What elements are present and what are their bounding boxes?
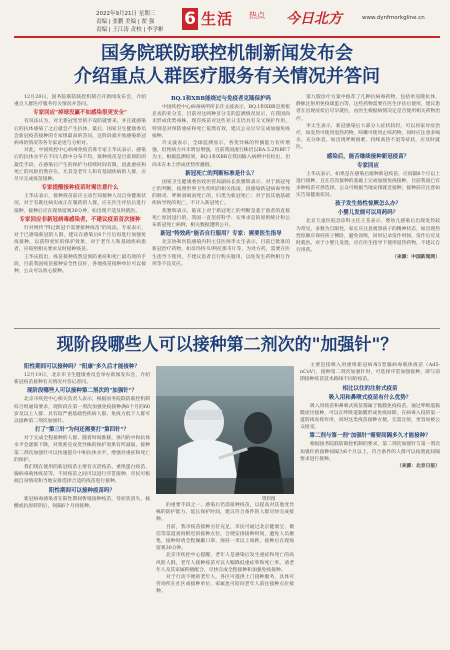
paragraph: 对于完成全程接种的人群，随着时间推移，体内的中和抗体水平会逐渐下降，对奥密克戎变异株的保护效果有所减弱，接种第二剂次加强针可以快速提升中和抗体水平，增强对重症和死亡的保护。 bbox=[14, 436, 150, 463]
section-subtitle: 热点 bbox=[249, 11, 265, 20]
article1-column-2 bbox=[152, 94, 290, 326]
paragraph: 新冠病毒感染者在阳性期间暂缓接种疫苗，待症状消失、核酸或抗原转阴后，间隔6个月再接种。 bbox=[14, 496, 150, 509]
issue-date: 2022年9月21日 星期三 bbox=[96, 11, 156, 17]
article1-subhead: BQ.1和XBB能绕过与免疫者克隆保护吗 bbox=[171, 96, 271, 102]
article1-subhead: 专家回应"掉球没赢不如感染很更安全" bbox=[33, 110, 127, 117]
paragraph: 国家卫生健康委医政医管局副局长焦雅辉表示，对于新冠死亡的判断，按照世界卫生组织的相关指南，因感染新冠病毒导致的肺炎、呼吸衰竭而死亡的，归类为新冠死亡；对于因其他基础疾病导致的死亡，不计入新冠死亡。 bbox=[152, 179, 290, 207]
article1-subhead: 孩子发生热性惊厥怎么办？ bbox=[334, 201, 401, 208]
news-photo bbox=[156, 366, 294, 494]
header-meta bbox=[96, 10, 163, 34]
paragraph: 根据国务院联防联控机制的要求，第二剂次加强针与第一剂次加强针的接种间隔为6个月以上，符合条件的人群可以按照此间隔要求进行接种。 bbox=[300, 442, 440, 462]
article1-headline-line2: 介绍重点人群医疗服务有关情况并答问 bbox=[74, 66, 380, 87]
article2-subhead: 相比以往的注射式疫苗 bbox=[342, 385, 398, 392]
article1-subhead: 专家回应非新冠病毒感染者，不建议疫苗首次接种 bbox=[19, 216, 141, 223]
article1-subhead: 新冠死亡的判断标准是什么？ bbox=[185, 170, 257, 177]
paragraph: 吸入用疫苗和鼻喷式疫苗都属于黏膜免疫疫苗，通过呼吸道黏膜途径接种，可以在呼吸道黏膜形成免疫屏障，在病毒入侵的第一道防线发挥作用，同时这类疫苗接种方便，无需注射，更容易被公众接受。 bbox=[300, 403, 440, 431]
source-credit: （来源：北京日报） bbox=[396, 463, 440, 470]
paragraph: 我们现在使用的新冠疫苗主要有灭活疫苗、重组蛋白疫苗、腺病毒载体疫苗等，不同疫苗之间可以进行序贯接种，市民可根据自身情况和当地安排选择合适的疫苗进行接种。 bbox=[14, 465, 150, 485]
paragraph: 李太生表示，新冠感染后大部分人症状较轻，可以居家对症治疗，如发热可使用退热药物，咳嗽可使用止咳药物，同时应注意多喝水、充分休息，如出现呼吸困难、持续高热不退等症状，应及时就医。 bbox=[296, 123, 440, 151]
paragraph: 第九版诊疗方案中推荐了几种抗病毒药物，包括单克隆抗体，静脉注射用免疫球蛋白等，这些药物需要在医生评估后使用，建议患者在出现症状后尽早就医，由医生根据病情决定是否使用相关药物治疗。 bbox=[296, 95, 440, 122]
paragraph: 王华庆指出，疫苗接种依然是预防重症和死亡最有效的手段，目前我国疫苗接种安全性良好，各地疫苗接种单位可以接种，公众可以放心接种。 bbox=[14, 254, 146, 275]
article1-column-3 bbox=[296, 94, 440, 326]
paragraph: 北京市疾控中心提醒，老年人是感染后发生重症和死亡的高风险人群，老年人接种疫苗可以大幅降低重症率和死亡率，请老年人及其家属积极配合，尽快完成全程接种和加强免疫接种。 bbox=[156, 553, 294, 573]
article2-subhead: 吸入用和鼻喷式疫苗有什么优势？ bbox=[328, 394, 412, 401]
article1-subhead: 专家回应 bbox=[356, 162, 379, 169]
article1-column-1 bbox=[14, 94, 146, 326]
article2-column-1 bbox=[14, 362, 150, 644]
article1-intro: 12月20日，国务院联防联控机制召开新闻发布会，介绍重点人群医疗服务有关情况并答问。 bbox=[14, 95, 146, 108]
article2-subhead: 打了"第三针"为何还需要打"第四针"？ bbox=[35, 427, 129, 434]
paragraph: 目前，我市疫苗接种点位充足，市民可通过北京健康宝、微信等渠道查询附近的接种点位，合理安排接种时间，避免人员聚集，接种时请全程佩戴口罩，保持一米以上间距，接种后在现场留观30分钟。 bbox=[156, 524, 294, 552]
article2-subhead: 阳性期间可以接种疫苗吗？ bbox=[48, 487, 115, 494]
newspaper-logo: 今日北方 bbox=[286, 11, 342, 27]
article2-subhead: 现阶段哪些人可以接种第二剂次的"加强针"？ bbox=[26, 388, 138, 395]
website-link[interactable]: www.dynfmorkgline.cn bbox=[362, 15, 425, 21]
article1-subhead: 新冠"特效药"能否自行服用？专家：需要医生指导 bbox=[160, 231, 282, 238]
article2-subhead: 第二剂与第一剂"加强针"需要间隔多久才能接种？ bbox=[309, 433, 431, 440]
paragraph: 王华庆表示，接种疫苗前应主动告知接种人员自身健康状况，对于有既往病史或正在服药的人群，应在医生评估后进行接种，接种后应在现场留观30分钟，如出现不适及时就医。 bbox=[14, 194, 146, 214]
article-divider bbox=[14, 328, 440, 329]
paragraph: 针对网传"得过新冠不需要接种疫苗"的说法，专家表示，对于已感染新冠的人群，建议在感染后6个月后再进行加强免疫接种，以获得更好的保护效果，对于老年人和基础疾病患者，应按照相关要求及时接种疫苗。 bbox=[14, 225, 146, 253]
paragraph: 许文波表示，全球监测显示，各变异株的传播能力有所增强，但致病力并未明显增强，目前我国流行株仍以BA.5.2和BF.7为主，根据监测结果，BQ.1和XBB在我国输入病例中有检出，但尚未在本土形成优势传播链。 bbox=[152, 141, 290, 168]
article2-column-2 bbox=[156, 502, 294, 644]
paragraph: 对于行动不便的老年人，各区可提供上门接种服务，具体可咨询所在社区或接种单位，家属也可陪同老年人前往接种点位接种。 bbox=[156, 575, 294, 595]
article2-column-3 bbox=[300, 362, 440, 644]
article2-headline: 现阶段哪些人可以接种第二剂次的"加强针"？ bbox=[56, 335, 398, 355]
article1-subhead: 感染后，能否继续接种新冠疫苗？ bbox=[326, 153, 410, 160]
paragraph: 焦雅辉表示，临床上对于新冠死亡的判断是基于患者的直接死亡原因进行的，我国一直坚持科学、实事求是的原则统计和公布新冠死亡病例，相关数据透明公开。 bbox=[152, 208, 290, 229]
paragraph: 北京儿童医院急诊科主任王荃表示，婴幼儿感染后出现发热较为常见，多数为自限性，家长应注意观察孩子的精神状态，如出现热性惊厥应保持孩子侧卧，避免误吸，同时记录发作时间，发作后应及时就医。对于小婴儿发烧，应在医生指导下使用退热药物，不建议自行用药。 bbox=[296, 219, 440, 254]
paragraph: 的重要手段之一，感染后仍需接种疫苗，以提高对其他变异株的防护能力，延长保护时间，建议符合条件的人群尽快完成接种。 bbox=[156, 503, 294, 523]
paragraph: 北京市疾控中心相关负责人表示，根据国务院联防联控机制综合组通知要求，现阶段在第一剂次加强免疫接种满6个月的60岁及以上人群、具有较严重基础性疾病人群、免疫力低下人群可以接种第二剂次加强针。 bbox=[14, 397, 150, 425]
article1-subhead: 专家提醒接种疫苗时需注意什么 bbox=[41, 185, 119, 192]
paragraph: 对此，中国疾控中心病毒免疫首席专家王华庆表示，感染后的抗体水平在不同人群中分布不均，接种疫苗是目前预防的最佳手段，在感染后产生的保护力持续时间有限，因此重症和死亡的风险仍然存在，尤其是老年人和有基础疾病的人群，应尽早完成疫苗接种。 bbox=[14, 148, 146, 183]
vaccination-photo-illustration bbox=[156, 366, 294, 494]
proof-credit: 责编 | 王江涛 责校 | 李学彬 bbox=[96, 27, 164, 33]
paragraph: 12月19日，北京市卫生健康委员会举办新闻发布会，介绍新冠疫苗接种有关情况并答记者问。 bbox=[14, 373, 150, 386]
editor-credit: 责编 | 张鹏 美编 | 翟 强 bbox=[96, 19, 155, 25]
photo-caption: 资料图 bbox=[262, 497, 276, 502]
article1-subhead: 小婴儿发烧可以用药吗？ bbox=[337, 210, 399, 217]
page-number: 6 bbox=[182, 8, 198, 30]
article1-headline-line1: 国务院联防联控机制新闻发布会 bbox=[101, 43, 353, 64]
paragraph: 北京协和医院感染内科主任医师李太生表示，目前已批准的新冠治疗药物，如奈玛特韦/利托那韦片等，为处方药，需要在医生指导下使用，不建议患者自行购买服用，以免发生药物相互作用等不良反应。 bbox=[152, 240, 290, 267]
paragraph: 王华庆表示，如果是在感染后接种新冠疫苗，应间隔6个月以上进行接种，且在首次接种的基础上完成加强免疫接种，目前我国已有多种疫苗可供选择，公众可根据当地安排就近接种，接种前应注意如实告知健康状况。 bbox=[296, 171, 440, 199]
section-title: 生活 bbox=[201, 10, 234, 28]
paragraph: 有说法认为，对无新冠变异的不设防就要来，并且就感染后的抗体感染了之后就会产生抗体，最后，国家卫生健康委员会新冠疫苗接种的专家组最高的答问，这阶段就开始感染新冠病毒的情况等各专家论述与分析对。 bbox=[14, 119, 146, 147]
source-credit: （来源：中国新闻网） bbox=[392, 254, 440, 261]
page-header bbox=[14, 8, 440, 38]
paragraph: 中国疾控中心病毒病所所长许文波表示，BQ.1和XBB是奥密克戎的亚分支，目前对这两种亚分支的监测情况显示，在我国尚未形成优势毒株，现有疫苗对这些亚分支仍具有交叉保护作用，特别是对预防重症和死亡依然有效，建议公众尽早完成加强免疫接种。 bbox=[152, 105, 290, 139]
header-divider bbox=[14, 36, 440, 38]
article2-subhead: 阳性期间可以接种吗？"阳康"多久后才能接种？ bbox=[24, 364, 140, 370]
paragraph: 主要是指吸入用重组新冠病毒5型腺病毒载体疫苗（Ad5-nCoV），接种第二剂次加强针时，可选择序贯加强接种，即与前期接种疫苗技术路线不同的疫苗。 bbox=[300, 363, 440, 383]
